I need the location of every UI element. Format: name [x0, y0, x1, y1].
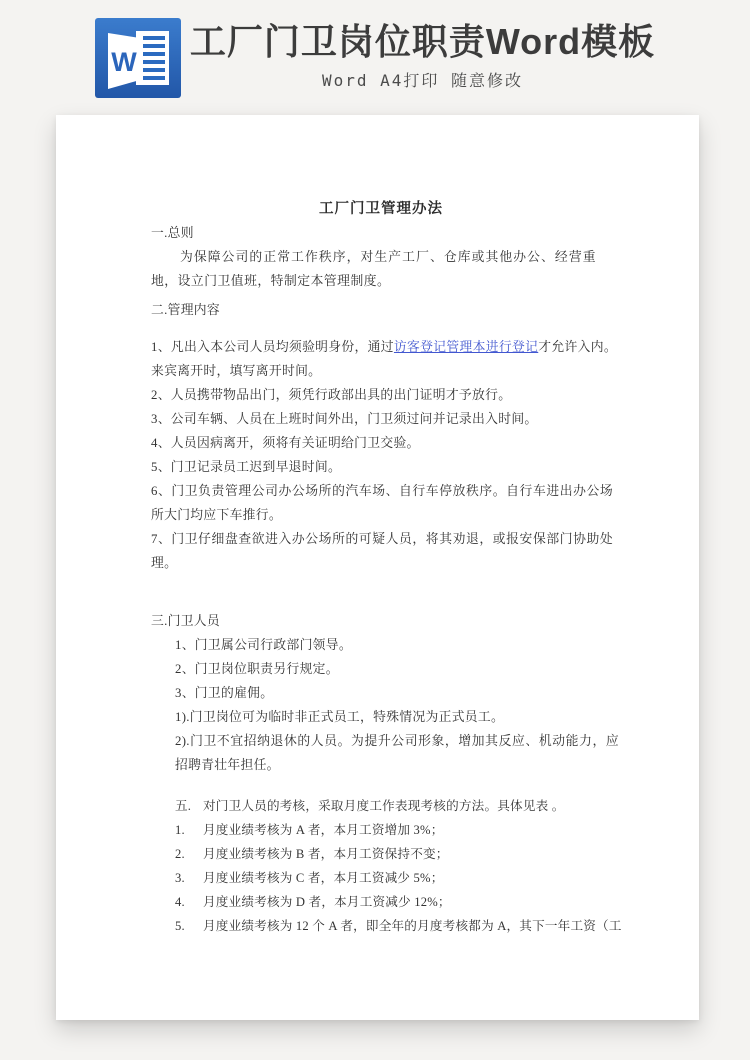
- management-item-1-after: 才允许入内。来宾离开时，填写离开时间。: [151, 340, 617, 378]
- assessment-item-4-text: 月度业绩考核为 D 者，本月工资减少 12%；: [203, 895, 451, 909]
- assessment-item-5-text: 月度业绩考核为 12 个 A 者，即全年的月度考核都为 A，其下一年工资（工: [203, 919, 622, 933]
- assessment-intro-number: 五.: [175, 799, 192, 813]
- section-heading-management: 二.管理内容: [151, 303, 220, 317]
- document-body: [56, 115, 699, 938]
- assessment-item-3-number: 3.: [175, 871, 185, 885]
- assessment-item-4-number: 4.: [175, 895, 185, 909]
- management-item-3: 3、公司车辆、人员在上班时间外出，门卫须过问并记录出入时间。: [151, 412, 538, 426]
- header-text: [190, 18, 655, 91]
- general-paragraph: 为保障公司的正常工作秩序，对生产工厂、仓库或其他办公、经营重地，设立门卫值班，特制定本管理制度。: [151, 250, 596, 288]
- svg-text:W: W: [111, 47, 137, 77]
- document-title: 工厂门卫管理办法: [319, 201, 443, 217]
- management-items: [151, 335, 699, 575]
- management-item-5: 5、门卫记录员工迟到早退时间。: [151, 460, 342, 474]
- section-heading-personnel: 三.门卫人员: [151, 614, 220, 628]
- assessment-item-5: [175, 914, 622, 938]
- personnel-item-1: 1、门卫属公司行政部门领导。: [175, 638, 352, 652]
- assessment-item-1-text: 月度业绩考核为 A 者，本月工资增加 3%；: [203, 823, 444, 837]
- assessment-intro: [175, 794, 619, 818]
- assessment-item-3-text: 月度业绩考核为 C 者，本月工资减少 5%；: [203, 871, 444, 885]
- assessment-item-3: [175, 866, 619, 890]
- assessment-item-2-number: 2.: [175, 847, 185, 861]
- assessment-item-4: [175, 890, 619, 914]
- management-item-1-before: 1、凡出入本公司人员均须验明身份，通过: [151, 340, 394, 354]
- template-title: 工厂门卫岗位职责Word模板: [189, 21, 656, 62]
- word-icon-graphic: [95, 18, 181, 98]
- section-heading-general: 一.总则: [151, 226, 194, 240]
- management-item-2: 2、人员携带物品出门，须凭行政部出具的出门证明才予放行。: [151, 388, 512, 402]
- word-icon: [95, 18, 181, 98]
- assessment-intro-text: 对门卫人员的考核，采取月度工作表现考核的方法。具体见表 。: [203, 799, 565, 813]
- assessment-item-1-number: 1.: [175, 823, 185, 837]
- management-item-4: 4、人员因病离开，须将有关证明给门卫交验。: [151, 436, 420, 450]
- assessment-item-1: [175, 818, 619, 842]
- management-item-7: 7、门卫仔细盘查欲进入办公场所的可疑人员，将其劝退，或报安保部门协助处理。: [151, 532, 613, 570]
- visitor-registration-link[interactable]: 访客登记管理本进行登记: [393, 340, 539, 354]
- management-item-1: [151, 335, 617, 383]
- document-page: [56, 115, 699, 1020]
- assessment-item-2-text: 月度业绩考核为 B 者，本月工资保持不变；: [203, 847, 449, 861]
- template-subtitle: Word A4打印 随意修改: [321, 71, 524, 90]
- personnel-item-4: 1).门卫岗位可为临时非正式员工，特殊情况为正式员工。: [175, 710, 505, 724]
- assessment-item-2: [175, 842, 619, 866]
- personnel-items: [175, 633, 699, 777]
- assessment-item-5-number: 5.: [175, 919, 185, 933]
- personnel-item-3: 3、门卫的雇佣。: [175, 686, 274, 700]
- management-item-6: 6、门卫负责管理公司办公场所的汽车场、自行车停放秩序。自行车进出办公场所大门均应下车推行。: [151, 484, 613, 522]
- header: [0, 18, 750, 98]
- personnel-item-2: 2、门卫岗位职责另行规定。: [175, 662, 339, 676]
- assessment-section: [175, 794, 622, 938]
- personnel-item-5: 2).门卫不宜招纳退休的人员。为提升公司形象，增加其反应、机动能力，应招聘青壮年担任。: [175, 734, 619, 772]
